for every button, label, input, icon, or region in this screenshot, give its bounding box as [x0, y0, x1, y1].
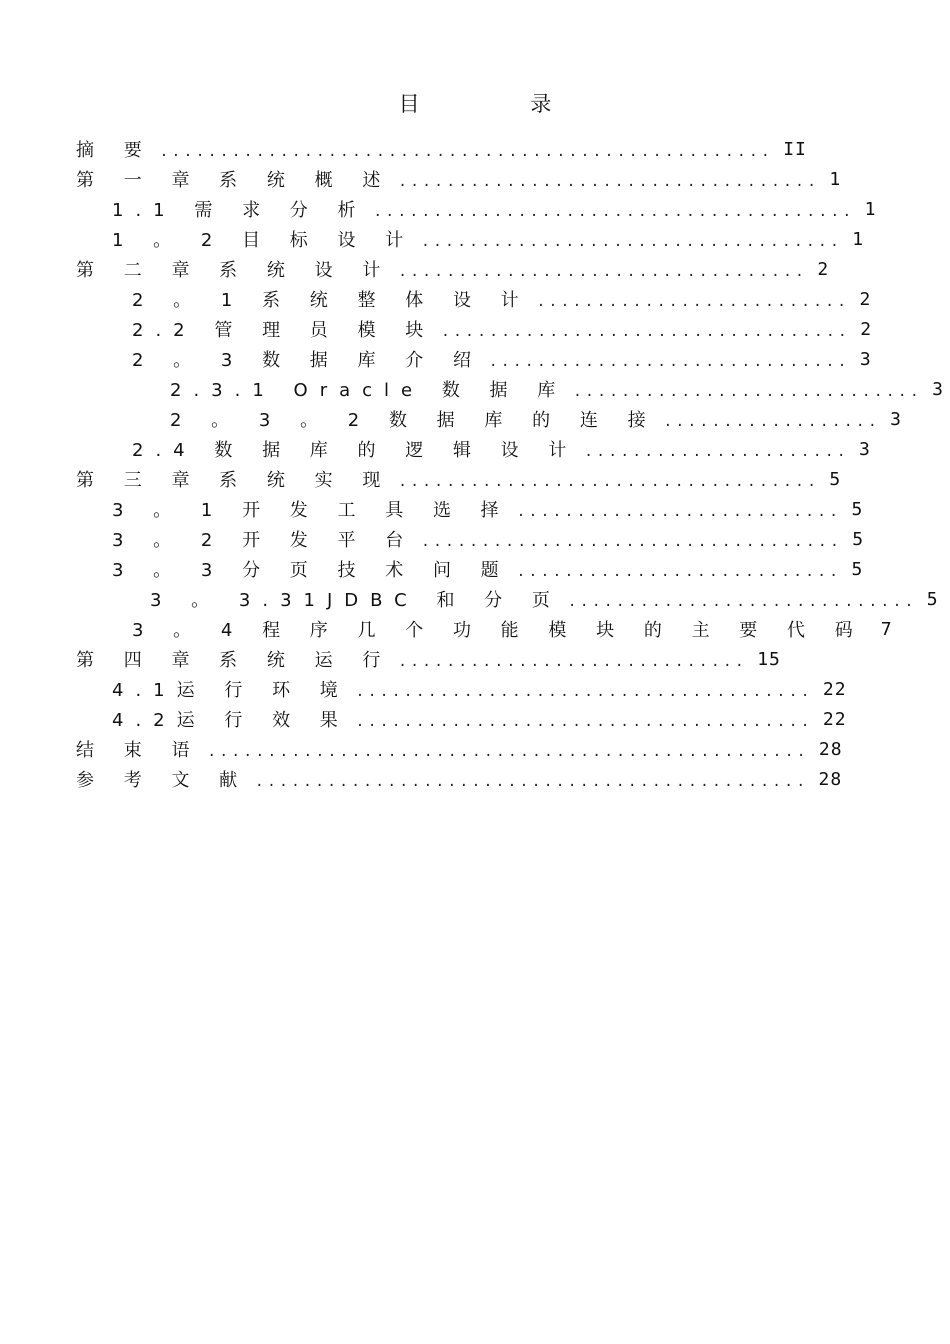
toc-entry[interactable]: [132, 284, 872, 314]
toc-entry-page: 2: [860, 318, 873, 340]
toc-entry-label: 3 。 4 程 序 几 个 功 能 模 块 的 主 要 代 码: [132, 620, 865, 641]
toc-entry-label: 3 。 1 开 发 工 具 选 择: [112, 500, 511, 521]
toc-entry-page: 3: [932, 378, 944, 400]
toc-leader-dots: ..........................: [536, 294, 850, 310]
toc-entry[interactable]: [112, 554, 864, 584]
toc-leader-dots: ...................................................: [159, 144, 774, 160]
toc-entry[interactable]: [112, 494, 864, 524]
toc-entry-label: 参 考 文 献: [76, 770, 250, 791]
toc-entry[interactable]: [112, 194, 877, 224]
toc-leader-dots: ...........................: [516, 564, 842, 580]
toc-entry-page: 2: [859, 288, 872, 310]
toc-leader-dots: ...................................: [398, 474, 820, 490]
toc-entry-page: 3: [890, 408, 902, 430]
toc-entry-label: 3 。 3 分 页 技 术 问 题: [112, 560, 511, 581]
toc-entry-page: 3: [859, 348, 872, 370]
toc-leader-dots: ..................: [663, 414, 881, 430]
toc-entry-page: 1: [829, 168, 842, 190]
toc-leader-dots: ..................................................: [207, 744, 809, 760]
toc-entry[interactable]: [76, 734, 843, 764]
toc-entry-label: 2 。 3 。 2 数 据 库 的 连 接: [170, 410, 658, 431]
toc-entry-page: 1: [852, 228, 865, 250]
toc-entry[interactable]: [76, 254, 830, 284]
toc-entry-page: 28: [818, 768, 843, 790]
toc-entry-label: 第 四 章 系 统 运 行: [76, 650, 393, 671]
toc-leader-dots: ...................................: [421, 234, 843, 250]
toc-entry-page: 7: [880, 618, 893, 640]
toc-entry-page: 5: [926, 588, 939, 610]
toc-entry[interactable]: [170, 374, 944, 404]
toc-leader-dots: ..............................: [488, 354, 850, 370]
toc-entry-label: 3 。 2 开 发 平 台: [112, 530, 416, 551]
toc-entry-label: 摘 要: [76, 140, 154, 161]
toc-entry-label: 2 。 3 数 据 库 介 绍: [132, 350, 483, 371]
toc-entry-page: 5: [851, 558, 864, 580]
toc-entry-label: 2.2 管 理 员 模 块: [132, 320, 436, 341]
toc-entry[interactable]: [76, 134, 807, 164]
toc-entry-page: 5: [852, 528, 865, 550]
toc-entry-label: 1.1 需 求 分 析: [112, 200, 368, 221]
toc-leader-dots: ...................................: [421, 534, 843, 550]
toc-entry[interactable]: [112, 524, 865, 554]
toc-entry-label: 第 一 章 系 统 概 述: [76, 170, 393, 191]
toc-leader-dots: ......................................: [355, 684, 813, 700]
toc-leader-dots: .............................: [398, 654, 748, 670]
toc-entry-page: 28: [818, 738, 843, 760]
toc-entry-label: 2.3.1 Oracle 数 据 库: [170, 380, 568, 401]
toc-title: 目 录: [398, 92, 604, 116]
toc-entry-label: 1 。 2 目 标 设 计: [112, 230, 416, 251]
toc-leader-dots: .............................: [573, 384, 923, 400]
toc-entry-label: 2 。 1 系 统 整 体 设 计: [132, 290, 531, 311]
toc-entry[interactable]: [112, 224, 865, 254]
toc-entry-page: 22: [822, 708, 847, 730]
toc-leader-dots: ..................................: [441, 324, 851, 340]
toc-entry[interactable]: [76, 464, 842, 494]
toc-entry[interactable]: [132, 434, 871, 464]
toc-leader-dots: ...................................: [398, 174, 820, 190]
toc-entry-label: 2.4 数 据 库 的 逻 辑 设 计: [132, 440, 579, 461]
toc-leader-dots: ......................: [584, 444, 850, 460]
toc-leader-dots: .............................: [567, 594, 917, 610]
toc-entry-page: II: [783, 138, 807, 160]
toc-entry[interactable]: [76, 644, 781, 674]
toc-entry[interactable]: [132, 314, 873, 344]
toc-entry-label: 第 二 章 系 统 设 计: [76, 260, 393, 281]
toc-entry-label: 4.1运 行 环 境: [112, 680, 350, 701]
toc-entry-label: 第 三 章 系 统 实 现: [76, 470, 393, 491]
toc-entry[interactable]: [132, 614, 893, 644]
toc-leader-dots: ......................................: [355, 714, 813, 730]
toc-entry[interactable]: [76, 764, 843, 794]
toc-entry[interactable]: [150, 584, 939, 614]
toc-entry-page: 22: [822, 678, 847, 700]
toc-entry[interactable]: [112, 704, 847, 734]
toc-entry-page: 5: [829, 468, 842, 490]
toc-entry-label: 3 。 3.31JDBC 和 分 页: [150, 590, 562, 611]
toc-entry-page: 15: [757, 648, 781, 670]
toc-entry-page: 1: [864, 198, 877, 220]
toc-leader-dots: ..................................: [398, 264, 808, 280]
toc-entry[interactable]: [76, 164, 842, 194]
toc-entry-page: 3: [859, 438, 871, 460]
toc-leader-dots: ...........................: [516, 504, 842, 520]
toc-entry[interactable]: [132, 344, 872, 374]
toc-entry-page: 5: [851, 498, 864, 520]
toc-leader-dots: ........................................: [373, 204, 855, 220]
toc-entry[interactable]: [112, 674, 847, 704]
toc-leader-dots: ..............................................: [255, 774, 809, 790]
toc-entry-page: 2: [817, 258, 830, 280]
toc-entry-label: 4.2运 行 效 果: [112, 710, 350, 731]
toc-entry-label: 结 束 语: [76, 740, 202, 761]
toc-entry[interactable]: [170, 404, 902, 434]
